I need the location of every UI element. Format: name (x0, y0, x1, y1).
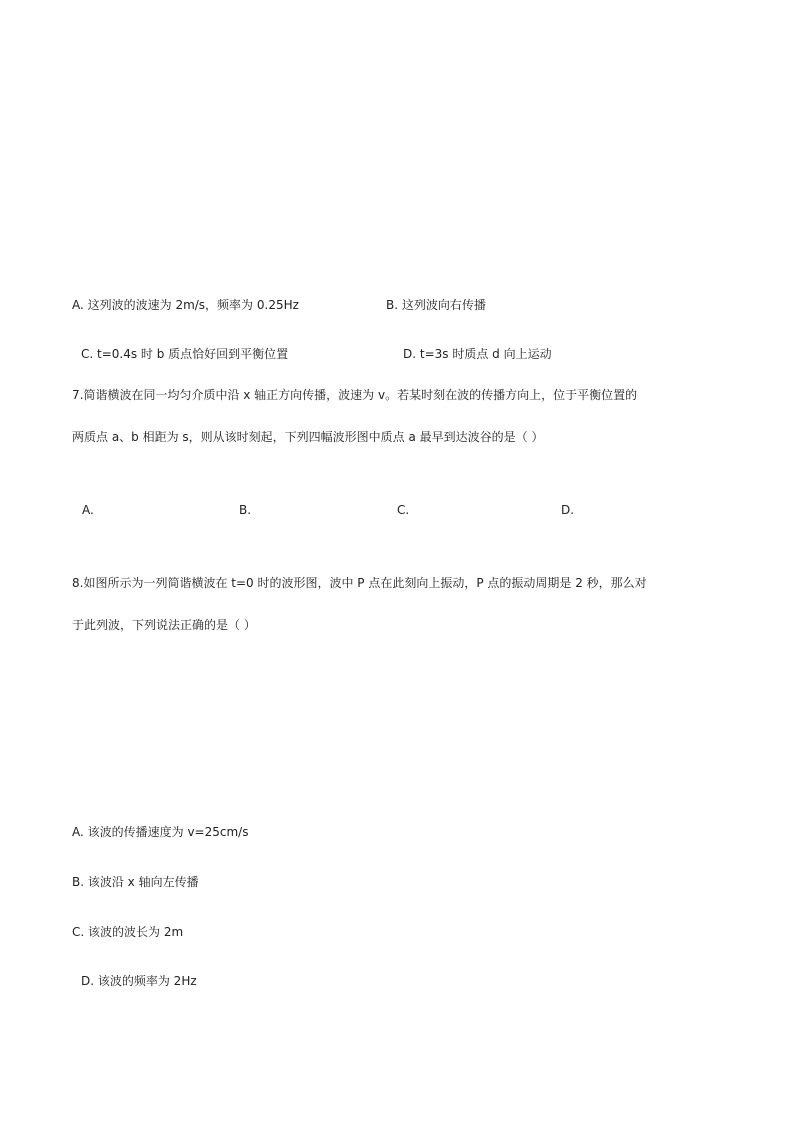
fig2-point-label-p: P (299, 708, 309, 724)
fig1-point-a (130, 155, 135, 160)
svg-text:a: a (434, 494, 440, 506)
q7-stem-line-1: 7.简谐横波在同一均匀介质中沿 x 轴正方向传播，波速为 v。若某时刻在波的传播方向上，位于平衡位置的 (72, 388, 638, 402)
fig1-point-label-d: d (177, 235, 185, 252)
q6-option-d: D. t=3s 时质点 d 向上运动 (403, 347, 552, 361)
fig1-point-c (171, 203, 176, 208)
svg-text:b: b (678, 497, 684, 509)
fig2-tick-label: 200 (302, 732, 325, 748)
fig1-point-label-c: c (174, 187, 182, 204)
q6-option-a: A. 这列波的波速为 2m/s，频率为 0.25Hz (72, 298, 299, 312)
fig1-wave-curve (92, 158, 338, 246)
svg-text:a: a (596, 497, 602, 509)
fig2-x-label: x/cm (380, 733, 409, 749)
svg-text:O: O (419, 506, 428, 520)
svg-text:O: O (261, 506, 270, 520)
q7-graph-a-label: A. (82, 503, 94, 517)
svg-text:x: x (207, 516, 212, 528)
fig1-x-label: x/m (365, 199, 390, 218)
fig2-tick-label: 0 (110, 732, 118, 748)
q8-option-c: C. 该波的波长为 2m (72, 925, 184, 939)
q7-graph-b-label: B. (239, 503, 252, 517)
q8-stem-line-1: 8.如图所示为一列简谐横波在 t=0 时的波形图，波中 P 点在此刻向上振动，P 点的振动周期是 2 秒，那么对 (72, 576, 647, 590)
svg-text:O: O (103, 506, 112, 520)
fig1-tick-label: 1 (129, 211, 136, 226)
fig1-tick-label: 1.6 (146, 211, 164, 226)
q6-option-c: C. t=0.4s 时 b 质点恰好回到平衡位置 (81, 347, 289, 361)
fig2-amp-label: 0.2 (80, 678, 99, 694)
fig2-tick-label: 100 (197, 732, 220, 748)
fig2-x-arrow (368, 724, 378, 731)
svg-text:b: b (195, 497, 201, 509)
fig1-point-label-b: b (160, 164, 168, 181)
q7-graph-d-label: D. (561, 503, 575, 517)
q8-stem-line-2: 于此列波，下列说法正确的是（ ） (72, 618, 256, 632)
fig2-y-arrow (104, 655, 111, 664)
fig1-point-b (154, 180, 159, 185)
q7-graph-c-label: C. (397, 503, 410, 517)
fig2-tick-label: 50 (149, 732, 164, 748)
q8-option-b: B. 该波沿 x 轴向左传播 (72, 875, 199, 889)
svg-text:y: y (118, 476, 123, 488)
svg-text:b: b (347, 497, 353, 509)
fig1-tick-label: 3 (210, 211, 217, 226)
svg-text:y: y (434, 476, 439, 488)
fig1-point-d (189, 224, 194, 229)
svg-text:x: x (358, 516, 363, 528)
svg-text:b: b (513, 497, 519, 509)
svg-text:O: O (583, 506, 592, 520)
svg-text:a: a (116, 497, 122, 509)
fig1-tick-label: 5 (292, 211, 299, 226)
svg-text:y: y (598, 476, 603, 488)
fig1-point-e (211, 243, 216, 248)
fig2-y-label: y/cm (118, 655, 147, 671)
fig1-y-arrow (89, 116, 96, 125)
q7-stem-line-2: 两质点 a、b 相距为 s，则从该时刻起，下列四幅波形图中质点 a 最早到达波谷的是（ ） (72, 430, 544, 444)
q8-option-d: D. 该波的频率为 2Hz (81, 974, 197, 988)
svg-text:x: x (684, 516, 689, 528)
fig2-tick-label: 150 (253, 732, 276, 748)
fig2-point-p (309, 724, 314, 729)
q6-option-b: B. 这列波向右传播 (386, 298, 486, 312)
fig1-point-label-e: e (210, 249, 218, 266)
fig1-point-label-a: a (128, 137, 136, 154)
fig1-tick-label: 4 (251, 211, 258, 226)
q8-option-a: A. 该波的传播速度为 v=25cm/s (72, 825, 249, 839)
svg-text:x: x (523, 516, 528, 528)
svg-text:a: a (274, 497, 280, 509)
fig1-y-label: y/cm (103, 113, 136, 132)
fig1-x-arrow (355, 203, 365, 210)
fig1-origin-label: O (75, 200, 87, 217)
svg-text:y: y (276, 476, 281, 488)
